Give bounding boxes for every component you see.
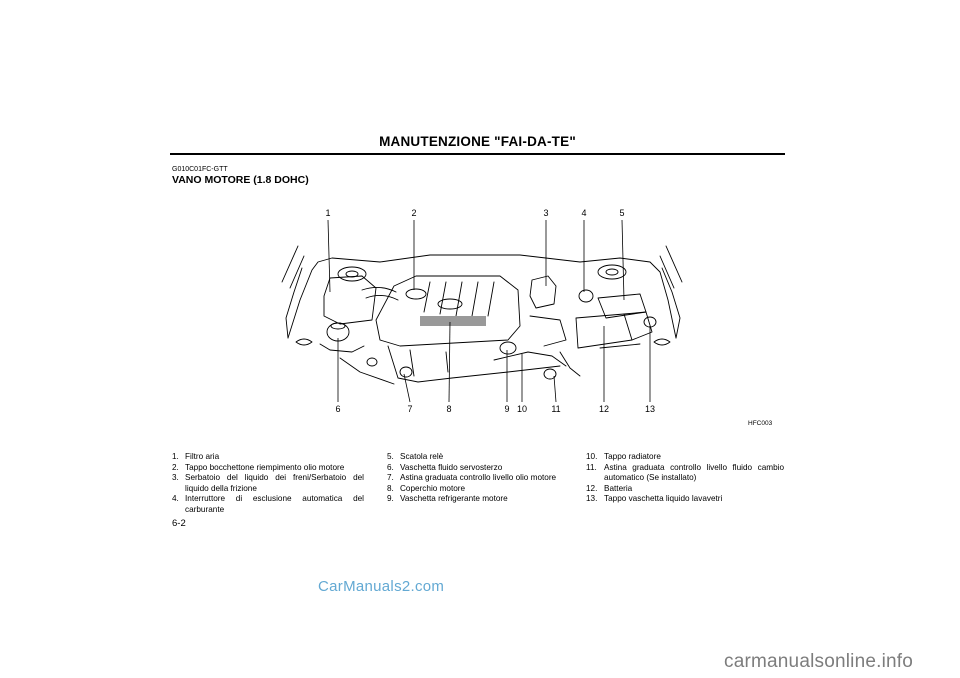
legend-item: 8. Coperchio motore: [387, 483, 466, 493]
legend-item: 7. Astina graduata controllo livello olio motore: [387, 473, 557, 483]
legend-item: 13. Tappo vaschetta liquido lavavetri: [586, 494, 723, 504]
legend-item: 11. Astina graduata controllo livello fluido cambio automatico (Se installato): [586, 462, 784, 483]
legend-column-2: [387, 452, 579, 505]
legend-item: 4. Interruttore di esclusione automatica del carburante: [172, 494, 364, 514]
brake-reservoir: [530, 276, 556, 308]
right-strut-tower: [598, 265, 626, 279]
engine-cover: [376, 276, 520, 346]
legend-item: 12. Batteria: [586, 483, 633, 493]
callout-12: 12: [598, 404, 609, 414]
callout-10: 10: [516, 404, 527, 414]
figure-code: HFC003: [748, 420, 773, 427]
callout-8: 8: [446, 404, 452, 414]
legend-item: 1. Filtro aria: [172, 452, 220, 461]
callout-13: 13: [644, 404, 655, 414]
callout-4: 4: [581, 208, 587, 218]
oil-filler-cap: [406, 289, 426, 299]
oil-dipstick: [400, 367, 412, 377]
left-strut-tower: [338, 267, 366, 281]
section-title: VANO MOTORE (1.8 DOHC): [172, 174, 309, 186]
legend-item: 10. Tappo radiatore: [586, 452, 661, 461]
page-number: 6-2: [172, 518, 186, 529]
legend-column-1: [172, 452, 364, 516]
callout-9: 9: [504, 404, 510, 414]
callout-7: 7: [407, 404, 413, 414]
watermark-carmanualsonline[interactable]: carmanualsonline.info: [724, 651, 914, 672]
fender-right: [662, 268, 680, 338]
legend-item: 5. Scatola relè: [387, 452, 444, 461]
legend-item: 9. Vaschetta refrigerante motore: [387, 494, 508, 504]
air-filter-box: [324, 276, 376, 324]
engine-cover-grille: [420, 316, 486, 326]
callout-6: 6: [335, 404, 341, 414]
callout-5: 5: [619, 208, 625, 218]
legend-item: 2. Tappo bocchettone riempimento olio motore: [172, 462, 345, 472]
callout-1: 1: [325, 208, 331, 218]
callout-11: 11: [551, 404, 561, 414]
fuel-cut-switch: [579, 290, 593, 302]
section-code: G010C01FC-GTT: [172, 166, 228, 173]
watermark-carmanuals2[interactable]: CarManuals2.com: [318, 578, 445, 595]
callout-2: 2: [411, 208, 417, 218]
legend-item: 6. Vaschetta fluido servosterzo: [387, 462, 503, 472]
page-header-title: MANUTENZIONE "FAI-DA-TE": [379, 134, 576, 149]
callout-3: 3: [543, 208, 549, 218]
legend-column-3: [586, 452, 784, 505]
coolant-reservoir-cap: [500, 342, 516, 354]
legend-item: 3. Serbatoio del liquido dei freni/Serbatoio del liquido della frizione: [172, 473, 364, 493]
